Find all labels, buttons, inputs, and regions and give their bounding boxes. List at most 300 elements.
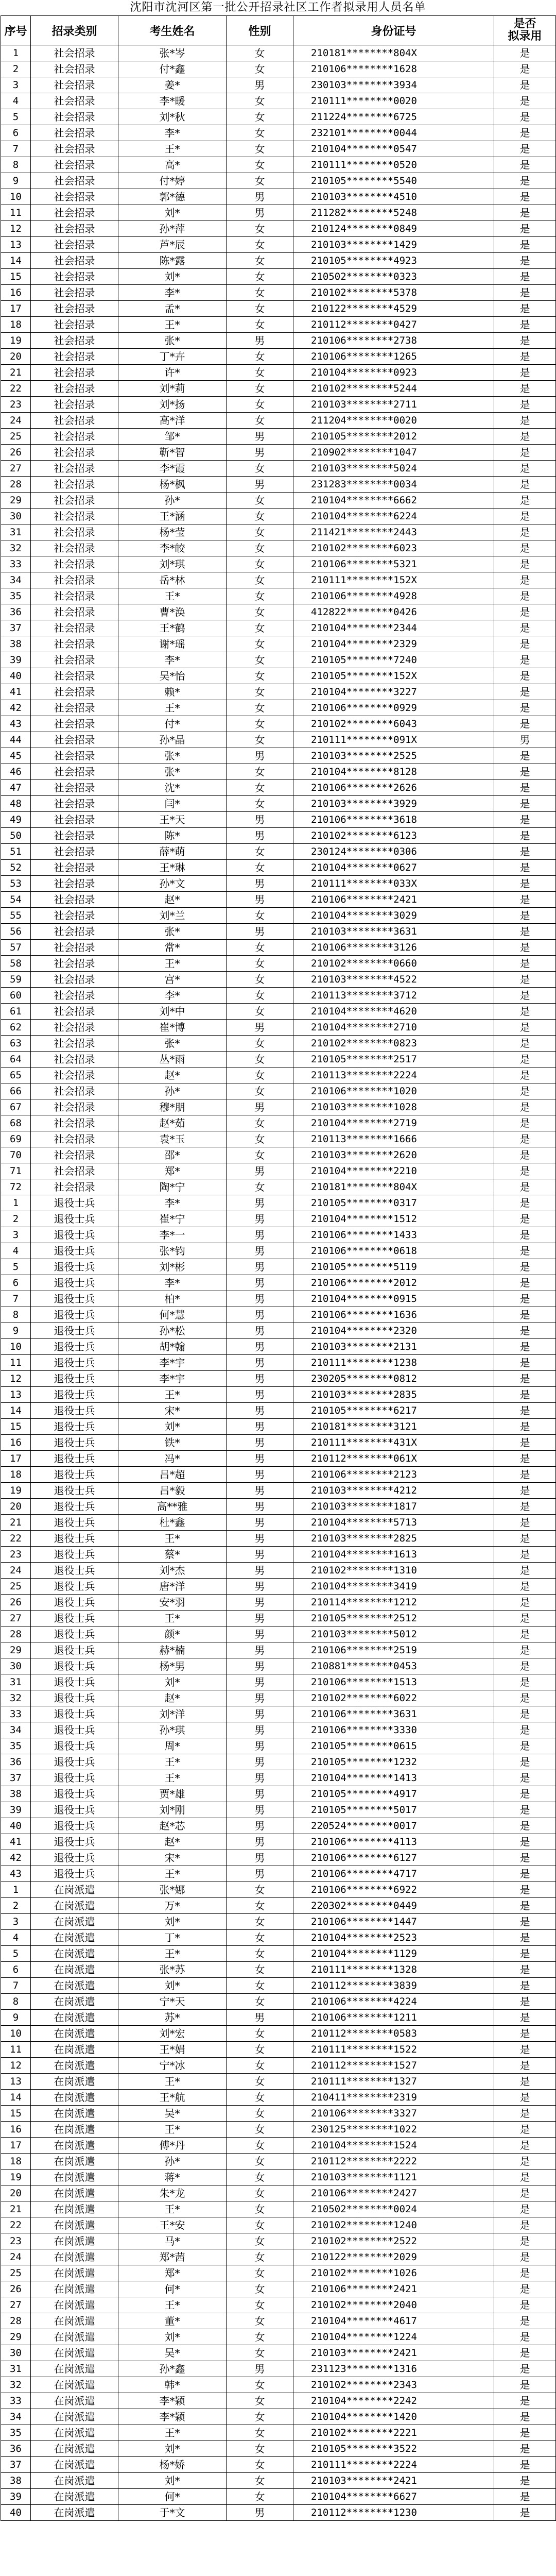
cell-id-number: 210104********5713 bbox=[293, 1515, 494, 1531]
cell-name: 李*宇 bbox=[118, 1371, 227, 1387]
cell-gender: 女 bbox=[227, 2281, 293, 2297]
cell-id-number: 210102********2221 bbox=[293, 2425, 494, 2441]
cell-hired: 是 bbox=[494, 461, 556, 477]
table-row bbox=[1, 2249, 556, 2265]
cell-index: 25 bbox=[1, 1579, 31, 1595]
table-row bbox=[1, 604, 556, 620]
cell-hired: 是 bbox=[494, 109, 556, 125]
cell-category: 在岗派遣 bbox=[31, 1914, 118, 1930]
cell-id-number: 210104********3227 bbox=[293, 684, 494, 700]
cell-index: 18 bbox=[1, 2154, 31, 2170]
cell-id-number: 210881********0453 bbox=[293, 1658, 494, 1674]
cell-name: 柏* bbox=[118, 1291, 227, 1307]
cell-name: 刘*莉 bbox=[118, 381, 227, 397]
cell-name: 杨*男 bbox=[118, 1658, 227, 1674]
cell-name: 刘* bbox=[118, 1674, 227, 1690]
cell-hired: 是 bbox=[494, 828, 556, 844]
cell-gender: 男 bbox=[227, 1467, 293, 1483]
cell-name: 岳*林 bbox=[118, 572, 227, 588]
table-row bbox=[1, 301, 556, 317]
cell-id-number: 210106********2421 bbox=[293, 892, 494, 908]
document-title: 沈阳市沈河区第一批公开招录社区工作者拟录用人员名单 bbox=[130, 1, 426, 14]
table-row bbox=[1, 2106, 556, 2122]
table-body bbox=[1, 45, 556, 2521]
table-row bbox=[1, 1786, 556, 1802]
cell-id-number: 210104********1613 bbox=[293, 1547, 494, 1563]
cell-index: 18 bbox=[1, 1467, 31, 1483]
table-row bbox=[1, 173, 556, 189]
cell-gender: 女 bbox=[227, 972, 293, 988]
cell-name: 李*颖 bbox=[118, 2409, 227, 2425]
table-row bbox=[1, 2409, 556, 2425]
cell-name: 张*岑 bbox=[118, 45, 227, 61]
cell-category: 退役士兵 bbox=[31, 1866, 118, 1882]
cell-hired: 是 bbox=[494, 2185, 556, 2201]
cell-name: 王* bbox=[118, 2297, 227, 2313]
cell-hired: 是 bbox=[494, 908, 556, 924]
table-row bbox=[1, 1754, 556, 1770]
cell-category: 社会招录 bbox=[31, 397, 118, 413]
cell-index: 57 bbox=[1, 940, 31, 956]
table-row bbox=[1, 748, 556, 764]
cell-hired: 是 bbox=[494, 892, 556, 908]
cell-gender: 女 bbox=[227, 141, 293, 157]
cell-index: 32 bbox=[1, 540, 31, 556]
cell-category: 社会招录 bbox=[31, 1115, 118, 1131]
table-row bbox=[1, 1898, 556, 1914]
cell-category: 社会招录 bbox=[31, 716, 118, 732]
cell-index: 3 bbox=[1, 1227, 31, 1243]
cell-index: 44 bbox=[1, 732, 31, 748]
cell-hired: 是 bbox=[494, 1004, 556, 1020]
cell-category: 在岗派遣 bbox=[31, 2233, 118, 2249]
cell-name: 李*一 bbox=[118, 1227, 227, 1243]
cell-index: 48 bbox=[1, 796, 31, 812]
cell-category: 在岗派遣 bbox=[31, 2457, 118, 2473]
cell-index: 72 bbox=[1, 1179, 31, 1195]
table-row bbox=[1, 1020, 556, 1036]
cell-id-number: 211421********2443 bbox=[293, 524, 494, 540]
cell-index: 39 bbox=[1, 1802, 31, 1818]
cell-category: 社会招录 bbox=[31, 892, 118, 908]
cell-hired: 是 bbox=[494, 1722, 556, 1738]
cell-index: 7 bbox=[1, 141, 31, 157]
cell-name: 赵*茹 bbox=[118, 1115, 227, 1131]
cell-category: 退役士兵 bbox=[31, 1291, 118, 1307]
cell-category: 在岗派遣 bbox=[31, 1978, 118, 1994]
cell-gender: 女 bbox=[227, 2377, 293, 2393]
cell-id-number: 210106********1628 bbox=[293, 61, 494, 77]
table-row bbox=[1, 1962, 556, 1978]
cell-id-number: 210103********2835 bbox=[293, 1387, 494, 1403]
cell-gender: 女 bbox=[227, 2122, 293, 2138]
cell-index: 71 bbox=[1, 1163, 31, 1179]
cell-name: 颜* bbox=[118, 1626, 227, 1642]
table-row bbox=[1, 2010, 556, 2026]
cell-name: 王*天 bbox=[118, 812, 227, 828]
cell-hired: 是 bbox=[494, 876, 556, 892]
cell-index: 24 bbox=[1, 2249, 31, 2265]
table-row bbox=[1, 1243, 556, 1259]
cell-name: 高**雅 bbox=[118, 1499, 227, 1515]
cell-index: 42 bbox=[1, 700, 31, 716]
table-row bbox=[1, 1563, 556, 1579]
cell-category: 在岗派遣 bbox=[31, 2281, 118, 2297]
cell-id-number: 210103********4212 bbox=[293, 1483, 494, 1499]
cell-gender: 女 bbox=[227, 908, 293, 924]
cell-name: 付* bbox=[118, 716, 227, 732]
cell-index: 10 bbox=[1, 2026, 31, 2042]
cell-category: 在岗派遣 bbox=[31, 2345, 118, 2361]
cell-hired: 是 bbox=[494, 1563, 556, 1579]
cell-category: 在岗派遣 bbox=[31, 1962, 118, 1978]
cell-category: 社会招录 bbox=[31, 652, 118, 668]
cell-name: 杨*娇 bbox=[118, 2457, 227, 2473]
cell-index: 17 bbox=[1, 1451, 31, 1467]
cell-index: 8 bbox=[1, 157, 31, 173]
cell-hired: 是 bbox=[494, 1882, 556, 1898]
cell-id-number: 210104********1129 bbox=[293, 1946, 494, 1962]
cell-index: 31 bbox=[1, 524, 31, 540]
cell-category: 退役士兵 bbox=[31, 1307, 118, 1323]
cell-name: 孙*文 bbox=[118, 876, 227, 892]
table-row bbox=[1, 1850, 556, 1866]
cell-id-number: 210106********0618 bbox=[293, 1243, 494, 1259]
table-row bbox=[1, 1834, 556, 1850]
cell-id-number: 210104********2329 bbox=[293, 636, 494, 652]
cell-gender: 女 bbox=[227, 1004, 293, 1020]
cell-name: 李* bbox=[118, 1275, 227, 1291]
cell-name: 赵* bbox=[118, 892, 227, 908]
cell-id-number: 210102********6023 bbox=[293, 540, 494, 556]
cell-name: 孙* bbox=[118, 1083, 227, 1099]
cell-index: 31 bbox=[1, 2361, 31, 2377]
cell-gender: 女 bbox=[227, 381, 293, 397]
cell-name: 高*洋 bbox=[118, 413, 227, 429]
cell-category: 社会招录 bbox=[31, 61, 118, 77]
cell-category: 退役士兵 bbox=[31, 1211, 118, 1227]
cell-category: 退役士兵 bbox=[31, 1706, 118, 1722]
cell-index: 12 bbox=[1, 1371, 31, 1387]
cell-name: 李* bbox=[118, 652, 227, 668]
table-row bbox=[1, 1291, 556, 1307]
cell-id-number: 210112********061X bbox=[293, 1451, 494, 1467]
cell-category: 退役士兵 bbox=[31, 1243, 118, 1259]
cell-hired: 是 bbox=[494, 2058, 556, 2074]
cell-index: 35 bbox=[1, 2425, 31, 2441]
table-row bbox=[1, 429, 556, 445]
cell-name: 刘*杰 bbox=[118, 1563, 227, 1579]
cell-name: 刘*兰 bbox=[118, 908, 227, 924]
cell-index: 25 bbox=[1, 2265, 31, 2281]
cell-index: 27 bbox=[1, 1611, 31, 1626]
cell-category: 在岗派遣 bbox=[31, 1994, 118, 2010]
cell-index: 54 bbox=[1, 892, 31, 908]
cell-gender: 女 bbox=[227, 556, 293, 572]
cell-name: 孙* bbox=[118, 493, 227, 509]
cell-name: 周* bbox=[118, 1738, 227, 1754]
cell-hired: 是 bbox=[494, 125, 556, 141]
cell-gender: 男 bbox=[227, 1211, 293, 1227]
cell-category: 社会招录 bbox=[31, 908, 118, 924]
cell-category: 在岗派遣 bbox=[31, 2106, 118, 2122]
cell-id-number: 210502********0024 bbox=[293, 2201, 494, 2217]
cell-gender: 女 bbox=[227, 940, 293, 956]
cell-index: 34 bbox=[1, 572, 31, 588]
cell-id-number: 210105********0615 bbox=[293, 1738, 494, 1754]
cell-category: 在岗派遣 bbox=[31, 2249, 118, 2265]
cell-hired: 是 bbox=[494, 2201, 556, 2217]
cell-index: 13 bbox=[1, 1387, 31, 1403]
table-row bbox=[1, 2329, 556, 2345]
table-row bbox=[1, 2185, 556, 2201]
cell-hired: 是 bbox=[494, 1307, 556, 1323]
cell-id-number: 210103********2421 bbox=[293, 2345, 494, 2361]
cell-index: 34 bbox=[1, 1722, 31, 1738]
table-row bbox=[1, 1674, 556, 1690]
table-row bbox=[1, 333, 556, 349]
cell-category: 社会招录 bbox=[31, 860, 118, 876]
cell-id-number: 210102********0823 bbox=[293, 1036, 494, 1052]
table-row bbox=[1, 764, 556, 780]
table-row bbox=[1, 493, 556, 509]
table-header bbox=[1, 16, 556, 45]
cell-gender: 男 bbox=[227, 1195, 293, 1211]
cell-category: 退役士兵 bbox=[31, 1850, 118, 1866]
cell-name: 许* bbox=[118, 365, 227, 381]
cell-category: 在岗派遣 bbox=[31, 2489, 118, 2505]
cell-hired: 是 bbox=[494, 205, 556, 221]
cell-hired: 是 bbox=[494, 1083, 556, 1099]
cell-hired: 是 bbox=[494, 2329, 556, 2345]
cell-gender: 女 bbox=[227, 45, 293, 61]
cell-gender: 男 bbox=[227, 205, 293, 221]
cell-index: 6 bbox=[1, 125, 31, 141]
cell-id-number: 210106********6127 bbox=[293, 1850, 494, 1866]
cell-id-number: 210102********1240 bbox=[293, 2217, 494, 2233]
cell-category: 在岗派遣 bbox=[31, 2265, 118, 2281]
cell-hired: 是 bbox=[494, 636, 556, 652]
cell-hired: 是 bbox=[494, 1642, 556, 1658]
cell-id-number: 210103********2421 bbox=[293, 2473, 494, 2489]
cell-category: 社会招录 bbox=[31, 45, 118, 61]
cell-name: 王*娟 bbox=[118, 2042, 227, 2058]
cell-gender: 女 bbox=[227, 2249, 293, 2265]
cell-name: 刘* bbox=[118, 269, 227, 285]
cell-id-number: 210103********5012 bbox=[293, 1626, 494, 1642]
cell-category: 社会招录 bbox=[31, 1020, 118, 1036]
cell-index: 15 bbox=[1, 1419, 31, 1435]
cell-index: 11 bbox=[1, 1355, 31, 1371]
cell-hired: 是 bbox=[494, 477, 556, 493]
cell-gender: 男 bbox=[227, 1547, 293, 1563]
cell-name: 袁*玉 bbox=[118, 1131, 227, 1147]
cell-category: 退役士兵 bbox=[31, 1371, 118, 1387]
cell-category: 在岗派遣 bbox=[31, 1930, 118, 1946]
cell-id-number: 210111********033X bbox=[293, 876, 494, 892]
table-row bbox=[1, 524, 556, 540]
cell-hired: 是 bbox=[494, 2393, 556, 2409]
cell-id-number: 210106********2626 bbox=[293, 780, 494, 796]
cell-name: 常* bbox=[118, 940, 227, 956]
cell-index: 32 bbox=[1, 2377, 31, 2393]
cell-category: 在岗派遣 bbox=[31, 2425, 118, 2441]
cell-index: 25 bbox=[1, 429, 31, 445]
cell-gender: 女 bbox=[227, 349, 293, 365]
cell-hired: 是 bbox=[494, 141, 556, 157]
cell-hired: 是 bbox=[494, 1770, 556, 1786]
header-index: 序号 bbox=[1, 16, 31, 45]
cell-gender: 女 bbox=[227, 317, 293, 333]
cell-name: 刘*秋 bbox=[118, 109, 227, 125]
cell-hired: 是 bbox=[494, 2265, 556, 2281]
cell-index: 11 bbox=[1, 2042, 31, 2058]
cell-hired: 是 bbox=[494, 2345, 556, 2361]
cell-index: 38 bbox=[1, 636, 31, 652]
cell-index: 67 bbox=[1, 1099, 31, 1115]
cell-gender: 男 bbox=[227, 1435, 293, 1451]
cell-name: 陈*露 bbox=[118, 253, 227, 269]
table-row bbox=[1, 2345, 556, 2361]
cell-gender: 女 bbox=[227, 2026, 293, 2042]
cell-gender: 女 bbox=[227, 684, 293, 700]
cell-name: 赫*楠 bbox=[118, 1642, 227, 1658]
cell-id-number: 210106********3631 bbox=[293, 1706, 494, 1722]
cell-hired: 是 bbox=[494, 620, 556, 636]
cell-id-number: 210181********804X bbox=[293, 1179, 494, 1195]
header-name: 考生姓名 bbox=[118, 16, 227, 45]
table-row bbox=[1, 413, 556, 429]
table-row bbox=[1, 381, 556, 397]
cell-id-number: 210105********3522 bbox=[293, 2441, 494, 2457]
cell-index: 64 bbox=[1, 1052, 31, 1067]
cell-category: 社会招录 bbox=[31, 285, 118, 301]
cell-hired: 是 bbox=[494, 860, 556, 876]
cell-hired: 是 bbox=[494, 844, 556, 860]
cell-category: 社会招录 bbox=[31, 509, 118, 524]
cell-name: 刘* bbox=[118, 2441, 227, 2457]
cell-hired: 是 bbox=[494, 2313, 556, 2329]
cell-index: 5 bbox=[1, 1946, 31, 1962]
cell-category: 在岗派遣 bbox=[31, 2361, 118, 2377]
table-row bbox=[1, 636, 556, 652]
cell-name: 王* bbox=[118, 141, 227, 157]
table-row bbox=[1, 908, 556, 924]
cell-category: 退役士兵 bbox=[31, 1275, 118, 1291]
cell-id-number: 210502********0323 bbox=[293, 269, 494, 285]
cell-gender: 男 bbox=[227, 1339, 293, 1355]
cell-index: 16 bbox=[1, 1435, 31, 1451]
cell-index: 68 bbox=[1, 1115, 31, 1131]
table-row bbox=[1, 620, 556, 636]
cell-gender: 男 bbox=[227, 1595, 293, 1611]
cell-hired: 是 bbox=[494, 2361, 556, 2377]
cell-category: 社会招录 bbox=[31, 604, 118, 620]
cell-id-number: 210104********4620 bbox=[293, 1004, 494, 1020]
cell-category: 社会招录 bbox=[31, 588, 118, 604]
cell-index: 1 bbox=[1, 1195, 31, 1211]
table-row bbox=[1, 1706, 556, 1722]
cell-name: 刘*中 bbox=[118, 1004, 227, 1020]
cell-gender: 女 bbox=[227, 1978, 293, 1994]
cell-category: 社会招录 bbox=[31, 1099, 118, 1115]
cell-index: 7 bbox=[1, 1978, 31, 1994]
table-row bbox=[1, 1515, 556, 1531]
cell-category: 社会招录 bbox=[31, 205, 118, 221]
table-row bbox=[1, 1930, 556, 1946]
cell-hired: 是 bbox=[494, 2425, 556, 2441]
cell-index: 33 bbox=[1, 1706, 31, 1722]
cell-category: 社会招录 bbox=[31, 493, 118, 509]
table-row bbox=[1, 253, 556, 269]
cell-id-number: 210103********2711 bbox=[293, 397, 494, 413]
cell-gender: 女 bbox=[227, 2185, 293, 2201]
cell-index: 34 bbox=[1, 2409, 31, 2425]
cell-category: 在岗派遣 bbox=[31, 2026, 118, 2042]
cell-hired: 是 bbox=[494, 1243, 556, 1259]
cell-hired: 是 bbox=[494, 1179, 556, 1195]
cell-hired: 是 bbox=[494, 1914, 556, 1930]
cell-category: 社会招录 bbox=[31, 988, 118, 1004]
cell-hired: 是 bbox=[494, 780, 556, 796]
cell-hired: 是 bbox=[494, 1706, 556, 1722]
cell-id-number: 210102********6022 bbox=[293, 1690, 494, 1706]
cell-hired: 是 bbox=[494, 604, 556, 620]
cell-name: 孙*晶 bbox=[118, 732, 227, 748]
cell-hired: 是 bbox=[494, 1674, 556, 1690]
cell-gender: 女 bbox=[227, 413, 293, 429]
cell-id-number: 210181********804X bbox=[293, 45, 494, 61]
cell-index: 38 bbox=[1, 2473, 31, 2489]
cell-category: 在岗派遣 bbox=[31, 2154, 118, 2170]
cell-name: 付*婷 bbox=[118, 173, 227, 189]
cell-name: 于*文 bbox=[118, 2505, 227, 2521]
cell-name: 张* bbox=[118, 1036, 227, 1052]
cell-category: 社会招录 bbox=[31, 93, 118, 109]
cell-gender: 女 bbox=[227, 2170, 293, 2185]
cell-name: 李* bbox=[118, 285, 227, 301]
cell-hired: 是 bbox=[494, 652, 556, 668]
cell-name: 王*琳 bbox=[118, 860, 227, 876]
cell-category: 社会招录 bbox=[31, 365, 118, 381]
cell-gender: 女 bbox=[227, 1083, 293, 1099]
cell-name: 李* bbox=[118, 1195, 227, 1211]
cell-name: 刘*琪 bbox=[118, 556, 227, 572]
cell-index: 29 bbox=[1, 2329, 31, 2345]
cell-category: 社会招录 bbox=[31, 413, 118, 429]
cell-category: 退役士兵 bbox=[31, 1195, 118, 1211]
cell-gender: 男 bbox=[227, 1786, 293, 1802]
cell-id-number: 210106********0929 bbox=[293, 700, 494, 716]
cell-gender: 男 bbox=[227, 1706, 293, 1722]
cell-hired: 是 bbox=[494, 1211, 556, 1227]
cell-category: 在岗派遣 bbox=[31, 2377, 118, 2393]
cell-hired: 是 bbox=[494, 2042, 556, 2058]
cell-id-number: 210103********2620 bbox=[293, 1147, 494, 1163]
cell-hired: 是 bbox=[494, 1115, 556, 1131]
cell-id-number: 210106********3618 bbox=[293, 812, 494, 828]
cell-name: 陈* bbox=[118, 828, 227, 844]
cell-gender: 男 bbox=[227, 1307, 293, 1323]
cell-name: 王* bbox=[118, 1754, 227, 1770]
cell-index: 6 bbox=[1, 1962, 31, 1978]
table-row bbox=[1, 45, 556, 61]
cell-category: 退役士兵 bbox=[31, 1834, 118, 1850]
cell-name: 贾*雄 bbox=[118, 1786, 227, 1802]
cell-index: 59 bbox=[1, 972, 31, 988]
cell-name: 王* bbox=[118, 2074, 227, 2090]
cell-hired: 是 bbox=[494, 2505, 556, 2521]
